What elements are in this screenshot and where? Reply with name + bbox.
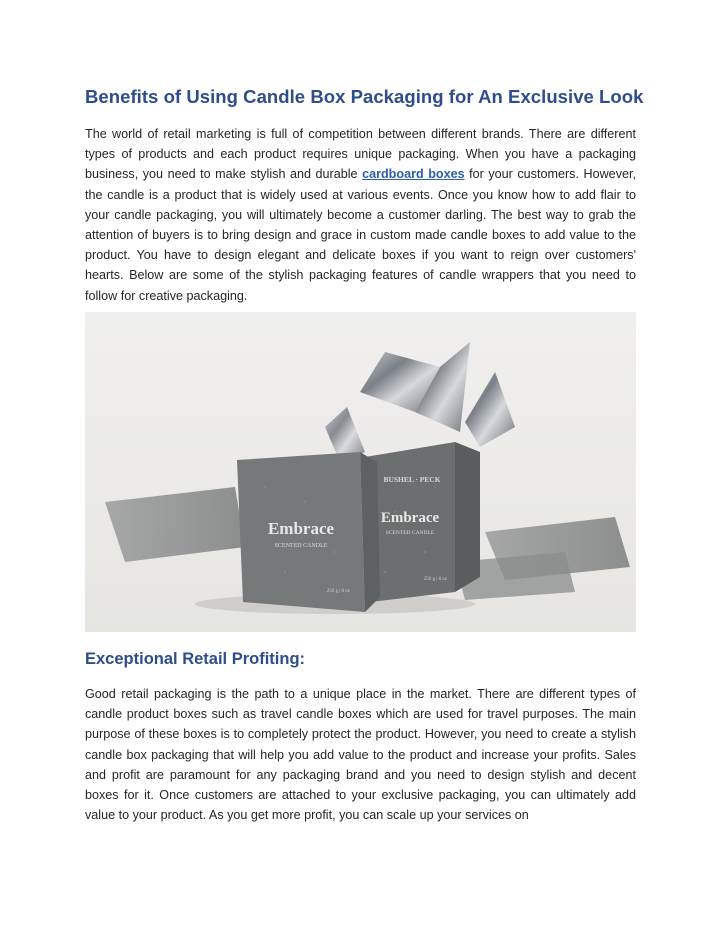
- page-title: Benefits of Using Candle Box Packaging for An Exclusive Look: [85, 86, 644, 107]
- intro-text-start: The world of retail marketing is full of competition between different brands. There are different types of products and each product requires unique packaging. When you have a packaging business, you need to make stylish and durable: [85, 127, 636, 182]
- candle-boxes-photo: [85, 312, 636, 632]
- front-box-subtitle: SCENTED CANDLE: [274, 543, 328, 549]
- front-box-product-name: Embrace: [267, 519, 335, 538]
- brand-logo: BUSHEL · PECK: [383, 475, 441, 484]
- intro-paragraph: [85, 124, 636, 306]
- back-box-size: 250 g | 8 oz: [423, 577, 447, 582]
- section-paragraph: Good retail packaging is the path to a unique place in the market. There are different types of candle product boxes such as travel candle boxes which are used for travel purposes. The main purpose of these boxes is to completely protect the product. However, you need to create a stylish candle box packaging that will help you add value to the product and increase your profits. Sales and profit are paramount for any packaging brand and you need to design stylish and decent boxes for it. Once customers are attached to your exclusive packaging, you can ultimately add value to your product. As you get more profit, you can scale up your services on: [85, 687, 636, 823]
- back-box-subtitle: SCENTED CANDLE: [385, 530, 435, 536]
- candle-boxes-illustration: [85, 312, 636, 632]
- intro-text-end: for your customers. However, the candle is a product that is widely used at various events. Once you know how to add flair to your candle packaging, you will ultimately become a customer darling. The best way to grab the attention of buyers is to bring design and grace in custom made candle boxes to add value to the product. You have to design elegant and delicate boxes if you want to reign over customers' hearts. Below are some of the stylish packaging features of candle wrappers that you need to follow for creative packaging.: [85, 167, 636, 303]
- front-box-size: 250 g | 8 oz: [326, 589, 350, 594]
- cardboard-boxes-link[interactable]: cardboard boxes: [362, 167, 465, 182]
- section-heading: Exceptional Retail Profiting:: [85, 650, 306, 668]
- back-box-product-name: Embrace: [380, 510, 440, 526]
